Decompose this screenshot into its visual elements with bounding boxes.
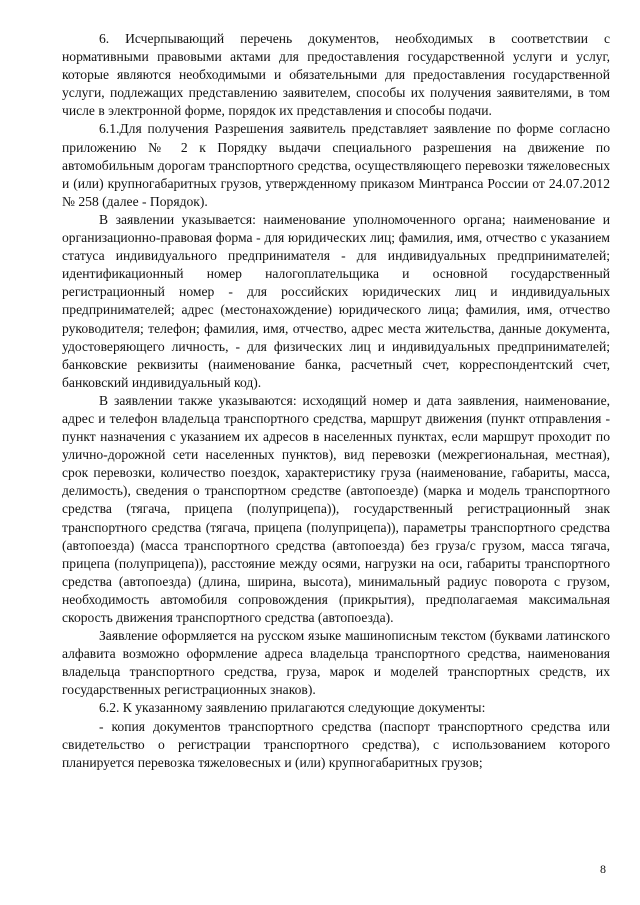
page-number: 8 [600,862,606,876]
paragraph-language-requirements: Заявление оформляется на русском языке машинописным текстом (буквами латинского алфавита возможно оформление адреса владельца транспортного средства, наименования владельца транспортного средства, груза, марок и моделей транспортных средств, их государственных регистрационных знаков). [62,628,610,698]
paragraph-6-1: 6.1.Для получения Разрешения заявитель представляет заявление по форме согласно приложению № 2 к Порядку выдачи специального разрешения на движение по автомобильным дорогам транспортного средства, осуществляющего перевозки тяжеловесных и (или) крупногабаритных грузов, утвержденному приказом Минтранса России от 24.07.2012 № 258 (далее - Порядок). [62,121,610,209]
paragraph-application-additional: В заявлении также указываются: исходящий номер и дата заявления, наименование, адрес и телефон владельца транспортного средства, маршрут движения (пункт отправления - пункт назначения с указанием их адресов в населенных пунктах, если маршрут проходит по улично-дорожной сети населенных пунктов), вид перевозки (межрегиональная, местная), срок перевозки, количество поездок, характеристику груза (наименование, габариты, масса, делимость), сведения о транспортном средстве (автопоезде) (марка и модель транспортного средства (тягача, прицепа (полуприцепа)), государственный регистрационный знак транспортного средства (тягача, прицепа (полуприцепа)), параметры транспортного средства (автопоезда) (масса транспортного средства (автопоезда) без груза/с грузом, масса тягача, прицепа (полуприцепа)), расстояние между осями, нагрузки на оси, габариты транспортного средства (автопоезда) (длина, ширина, высота), минимальный радиус поворота с грузом, необходимость автомобиля сопровождения (прикрытия), предполагаемая максимальная скорость движения транспортного средства (автопоезда). [62,392,610,625]
paragraph-application-contents: В заявлении указывается: наименование уполномоченного органа; наименование и организационно-правовая форма - для юридических лиц; фамилия, имя, отчество с указанием статуса индивидуального предпринимателя - для индивидуальных предпринимателей; идентификационный номер налогоплательщика и основной государственный регистрационный номер - для российских юридических лиц и индивидуальных предпринимателей; адрес (местонахождение) юридического лица; фамилия, имя, отчество руководителя; телефон; фамилия, имя, отчество, адрес места жительства, данные документа, удостоверяющего личность, - для физических лиц и индивидуальных предпринимателей; банковские реквизиты (наименование банка, расчетный счет, корреспондентский счет, банковский индивидуальный код). [62,211,610,390]
paragraph-vehicle-documents: - копия документов транспортного средства (паспорт транспортного средства или свидетельство о регистрации транспортного средства), с использованием которого планируется перевозка тяжеловесных и (или) крупногабаритных грузов; [62,718,610,770]
paragraph-6-heading: 6. Исчерпывающий перечень документов, необходимых в соответствии с нормативными правовыми актами для предоставления государственной услуги и услуг, которые являются необходимыми и обязательными для предоставления государственной услуги, подлежащих представлению заявителем, способы их получения заявителями, в том числе в электронной форме, порядок их представления и способы подачи. [62,31,610,119]
paragraph-6-2: 6.2. К указанному заявлению прилагаются следующие документы: [99,700,486,716]
document-body [62,30,610,772]
